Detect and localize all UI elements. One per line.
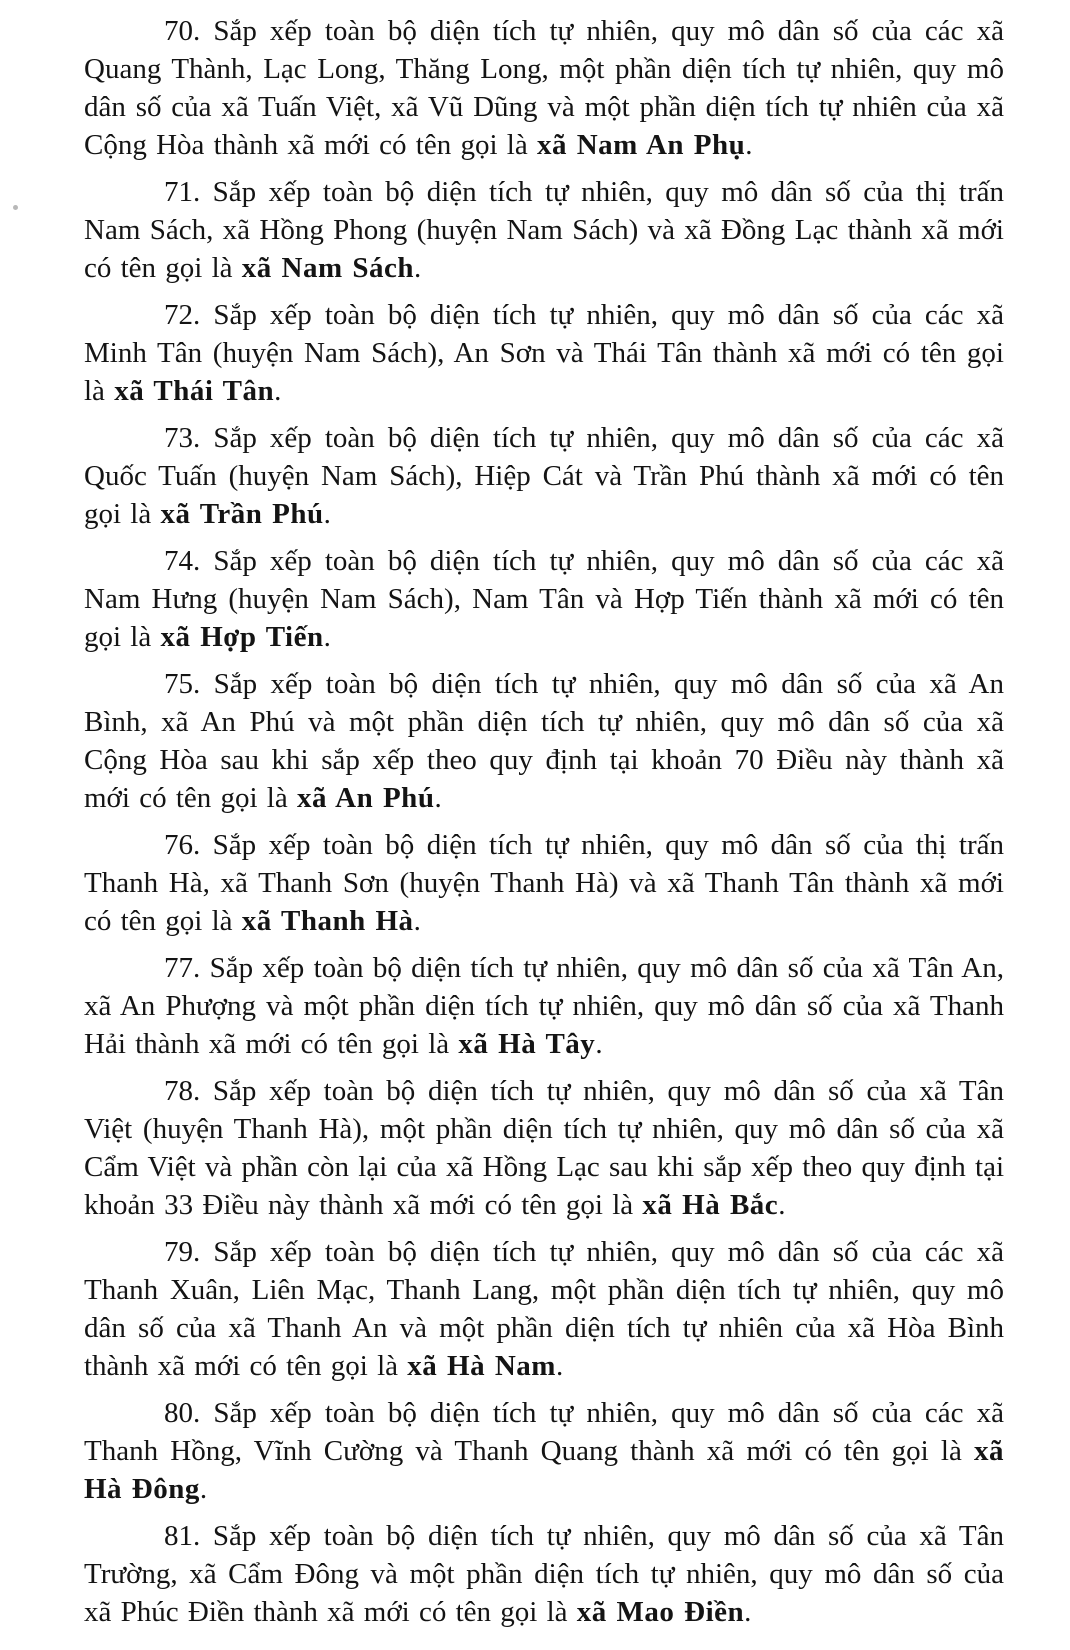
clause-number: 80. [164,1397,201,1429]
clause-paragraph [84,419,1004,533]
clause-number: 70. [164,15,201,47]
clause-number: 76. [164,829,201,861]
clause-body-text: Sắp xếp toàn bộ diện tích tự nhiên, quy mô dân số của các xã Thanh Xuân, Liên Mạc, Thanh Lang, một phần diện tích tự nhiên, quy mô dân số của xã Thanh An và một phần diện tích tự nhiên của xã Hòa Bình thành xã mới có tên gọi là [84,1236,1004,1382]
clause-period: . [778,1189,786,1221]
clause-new-commune-name: xã Nam Sách [241,252,415,284]
clause-new-commune-name: xã An Phú [297,782,435,814]
clause-paragraph [84,665,1004,817]
clause-body-text: Sắp xếp toàn bộ diện tích tự nhiên, quy mô dân số của các xã Minh Tân (huyện Nam Sách), An Sơn và Thái Tân thành xã mới có tên gọi là [84,299,1004,407]
clause-new-commune-name: xã Hà Tây [458,1028,596,1060]
clause-period: . [555,1350,564,1382]
clause-period: . [199,1473,208,1505]
clause-body-text: Sắp xếp toàn bộ diện tích tự nhiên, quy mô dân số của các xã Quốc Tuấn (huyện Nam Sách), Hiệp Cát và Trần Phú thành xã mới có tên gọi là [84,422,1004,530]
clause-new-commune-name: xã Trần Phú [160,498,324,530]
clause-number: 72. [164,299,201,331]
clause-number: 71. [164,176,201,208]
clause-new-commune-name: xã Nam An Phụ [536,129,746,161]
scan-artifact-dot [13,205,18,210]
clause-period: . [745,129,753,161]
clause-new-commune-name: xã Thanh Hà [241,905,414,937]
clause-paragraph [84,1517,1004,1631]
clause-number: 73. [164,422,201,454]
clause-period: . [414,252,422,284]
clause-paragraph [84,296,1004,410]
clause-new-commune-name: xã Thái Tân [114,375,275,407]
clause-paragraph [84,1233,1004,1385]
clause-paragraph [84,826,1004,940]
clause-body-text: Sắp xếp toàn bộ diện tích tự nhiên, quy mô dân số của xã Tân Việt (huyện Thanh Hà), một phần diện tích tự nhiên, quy mô dân số của xã Cẩm Việt và phần còn lại của xã Hồng Lạc sau khi sắp xếp theo quy định tại khoản 33 Điều này thành xã mới có tên gọi là [84,1075,1005,1221]
clause-number: 75. [164,668,201,700]
clause-body-text: Sắp xếp toàn bộ diện tích tự nhiên, quy mô dân số của xã Tân Trường, xã Cẩm Đông và một phần diện tích tự nhiên, quy mô dân số của xã Phúc Điền thành xã mới có tên gọi là [84,1520,1004,1628]
clause-body-text: Sắp xếp toàn bộ diện tích tự nhiên, quy mô dân số của xã Tân An, xã An Phượng và một phần diện tích tự nhiên, quy mô dân số của xã Thanh Hải thành xã mới có tên gọi là [84,952,1004,1060]
clause-body-text: Sắp xếp toàn bộ diện tích tự nhiên, quy mô dân số của thị trấn Nam Sách, xã Hồng Phong (huyện Nam Sách) và xã Đồng Lạc thành xã mới có tên gọi là [84,176,1004,284]
clause-new-commune-name: xã Hà Đông [84,1435,1004,1505]
clause-new-commune-name: xã Hà Bắc [642,1189,779,1221]
clause-period: . [323,621,331,653]
clause-paragraph [84,1394,1004,1508]
clause-period: . [323,498,331,530]
clause-body-text: Sắp xếp toàn bộ diện tích tự nhiên, quy mô dân số của xã An Bình, xã An Phú và một phần diện tích tự nhiên, quy mô dân số của xã Cộng Hòa sau khi sắp xếp theo quy định tại khoản 70 Điều này thành xã mới có tên gọi là [84,668,1004,814]
clause-number: 78. [164,1075,201,1107]
clause-period: . [744,1596,752,1628]
clause-body-text: Sắp xếp toàn bộ diện tích tự nhiên, quy mô dân số của các xã Thanh Hồng, Vĩnh Cường và Thanh Quang thành xã mới có tên gọi là [84,1397,1004,1467]
clause-paragraph [84,12,1004,164]
clause-body-text: Sắp xếp toàn bộ diện tích tự nhiên, quy mô dân số của các xã Quang Thành, Lạc Long, Thăng Long, một phần diện tích tự nhiên, quy mô dân số của xã Tuấn Việt, xã Vũ Dũng và một phần diện tích tự nhiên của xã Cộng Hòa thành xã mới có tên gọi là [84,15,1004,161]
clause-list [84,12,1004,1631]
clause-period: . [274,375,282,407]
clause-paragraph [84,1072,1004,1224]
clause-body-text: Sắp xếp toàn bộ diện tích tự nhiên, quy mô dân số của các xã Nam Hưng (huyện Nam Sách), Nam Tân và Hợp Tiến thành xã mới có tên gọi là [84,545,1004,653]
clause-body-text: Sắp xếp toàn bộ diện tích tự nhiên, quy mô dân số của thị trấn Thanh Hà, xã Thanh Sơn (huyện Thanh Hà) và xã Thanh Tân thành xã mới có tên gọi là [84,829,1004,937]
clause-paragraph [84,542,1004,656]
clause-number: 74. [164,545,201,577]
clause-number: 81. [164,1520,201,1552]
clause-period: . [595,1028,603,1060]
clause-number: 77. [164,952,201,984]
clause-new-commune-name: xã Hợp Tiến [160,621,324,653]
clause-number: 79. [164,1236,201,1268]
clause-new-commune-name: xã Mao Điền [576,1596,745,1628]
clause-paragraph [84,949,1004,1063]
clause-paragraph [84,173,1004,287]
clause-new-commune-name: xã Hà Nam [407,1350,556,1382]
clause-period: . [413,905,421,937]
clause-period: . [434,782,442,814]
